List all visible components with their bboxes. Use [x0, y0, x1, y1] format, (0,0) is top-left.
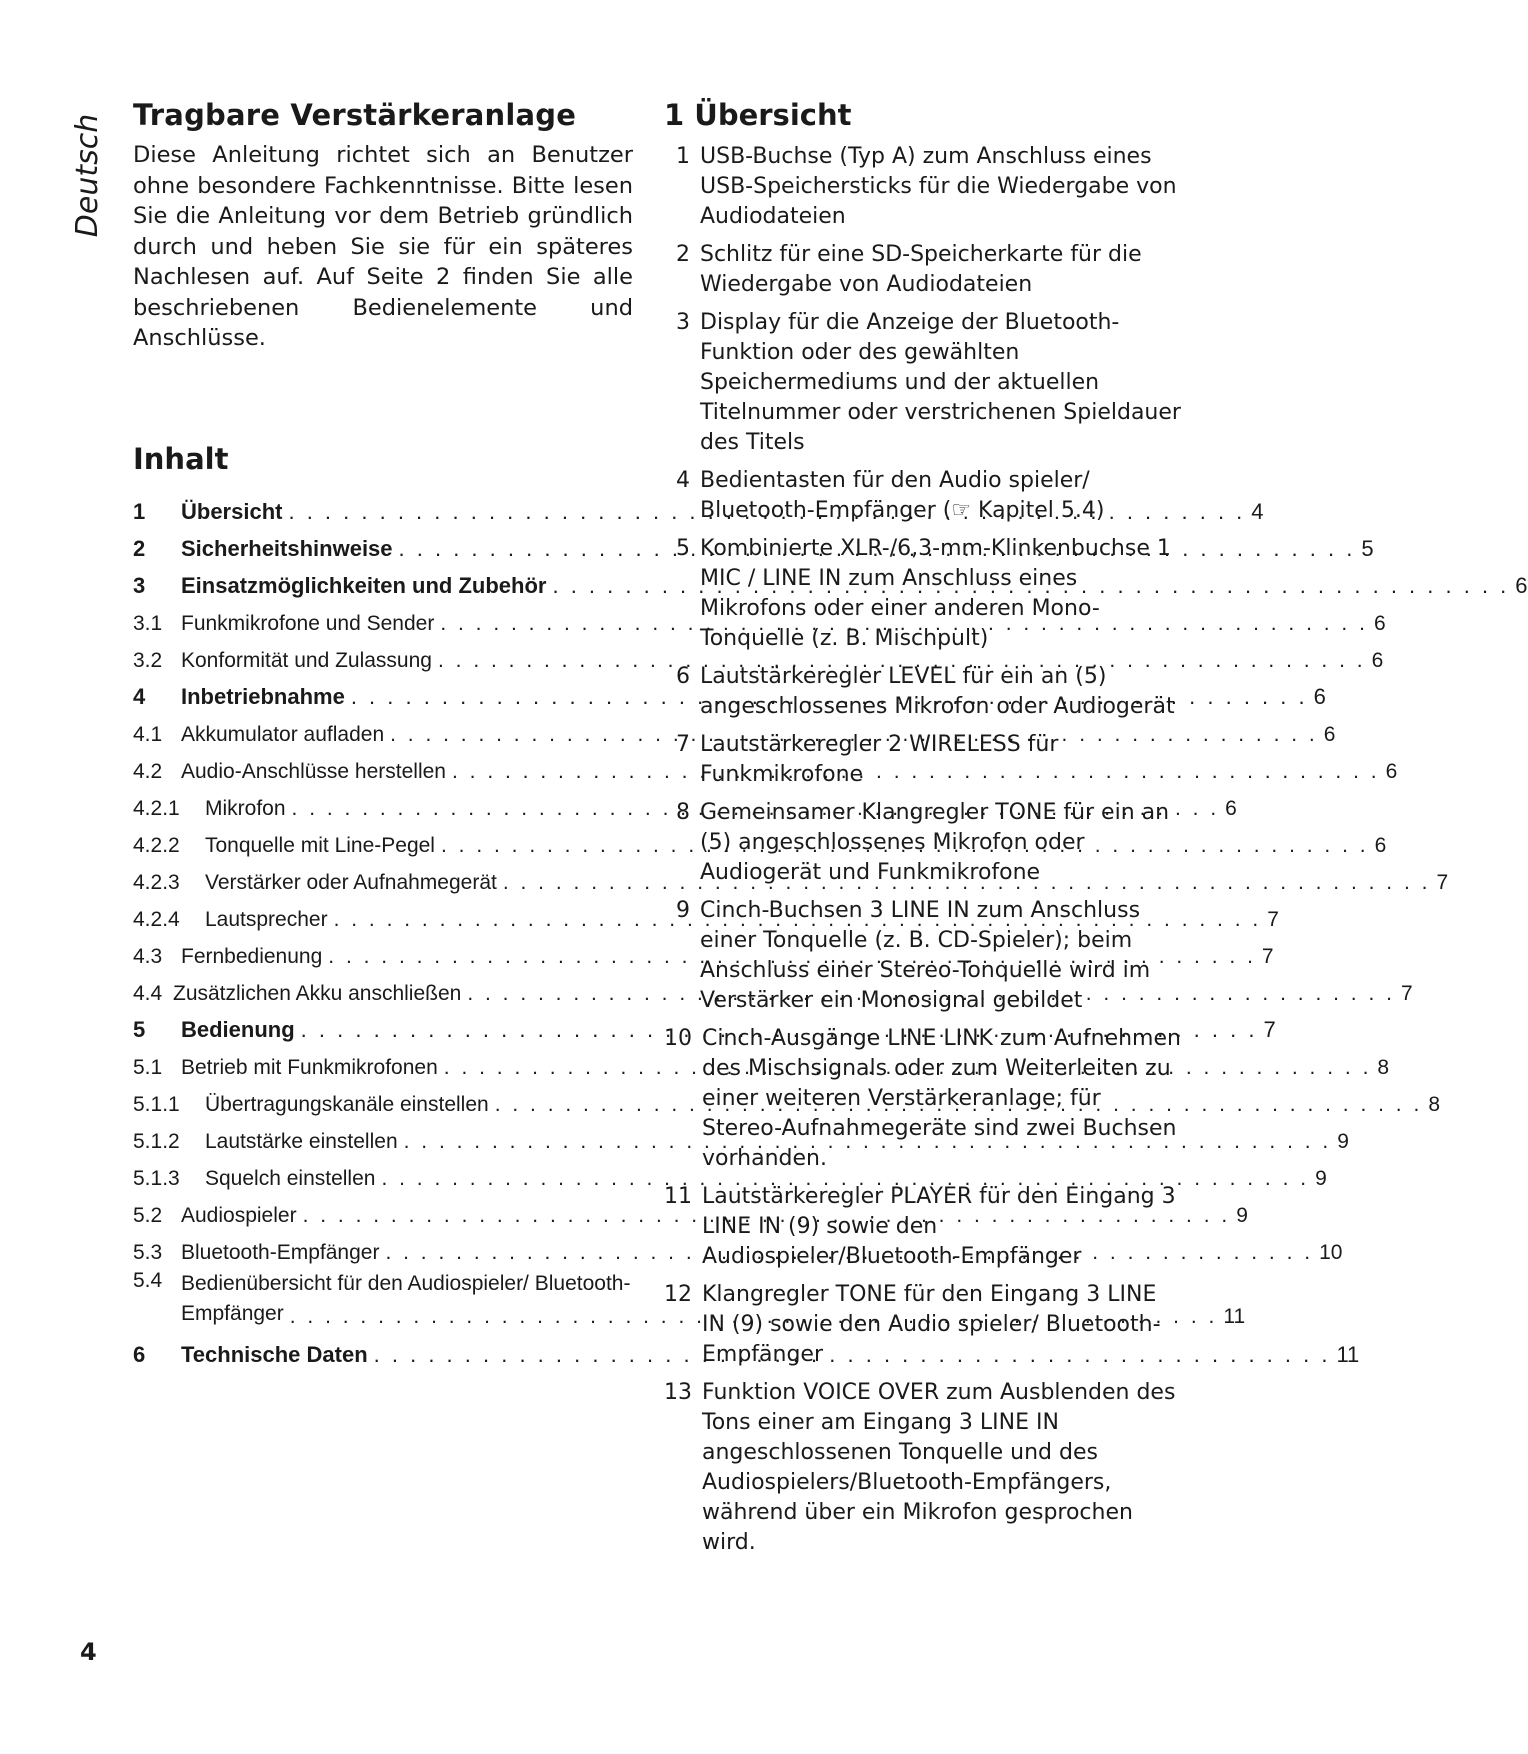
toc-entry[interactable]: 5.1.2 Lautstärke einstellen . . . 9	[133, 1117, 633, 1154]
toc-entry[interactable]: 4.3 Fernbedienung . . . 7	[133, 932, 633, 969]
toc-entry[interactable]: 4.2.4 Lautsprecher . . . 7	[133, 895, 633, 932]
toc-entry[interactable]: 4.2.1 Mikrofon . . . 6	[133, 784, 633, 821]
toc-entry[interactable]: 1 Übersicht . . . 4	[133, 488, 633, 525]
list-item: 6 Lautstärkeregler LEVEL für ein an (5) angeschlossenes Mikrofon oder Audiogerät	[676, 664, 1175, 719]
toc-entry[interactable]: 3.1 Funkmikrofone und Sender . . . 6	[133, 599, 633, 636]
page-number: 4	[80, 1638, 97, 1666]
list-item: 9 Cinch-Buchsen 3 LINE IN zum Anschluss einer Tonquelle (z. B. CD-Spieler); beim Anschluss einer Stereo-Tonquelle wird im Verstärker ein Monosignal gebildet	[676, 898, 1151, 1013]
toc-entry[interactable]: 5.3 Bluetooth-Empfänger . . . 10	[133, 1228, 633, 1265]
toc-title: Inhalt	[133, 441, 229, 476]
toc-entry[interactable]: 3.2 Konformität und Zulassung . . . 6	[133, 636, 633, 673]
toc-entry[interactable]: 4.2.3 Verstärker oder Aufnahmegerät . . . 7	[133, 858, 633, 895]
list-item: 13 Funktion VOICE OVER zum Ausblenden des Tons einer am Eingang 3 LINE IN angeschlossenen Tonquelle und des Audiospielers/Bluetooth-Empfängers, während über ein Mikrofon gesprochen wird.	[664, 1380, 1176, 1555]
toc-entry[interactable]: 5.1 Betrieb mit Funkmikrofonen . . . 8	[133, 1043, 633, 1080]
toc-entry[interactable]: 4.2 Audio-Anschlüsse herstellen . . . 6	[133, 747, 633, 784]
list-item: 11 Lautstärkeregler PLAYER für den Eingang 3 LINE IN (9) sowie den Audiospieler/Bluetooth-Empfänger	[664, 1184, 1176, 1269]
list-item: 7 Lautstärkeregler 2 WIRELESS für Funkmikrofone	[676, 732, 1059, 787]
list-item: 1 USB-Buchse (Typ A) zum Anschluss eines USB-Speichersticks für die Wiedergabe von Audiodateien	[676, 144, 1177, 229]
list-item: 2 Schlitz für eine SD-Speicherkarte für die Wiedergabe von Audiodateien	[676, 242, 1142, 297]
list-item: 4 Bedientasten für den Audio spieler/ Bluetooth-Empfänger (☞ Kapitel 5.4)	[676, 468, 1105, 523]
language-tab	[70, 113, 106, 237]
overview-list	[664, 142, 1184, 1558]
document-title: Tragbare Verstärkeranlage	[133, 98, 577, 132]
language-label: Deutsch	[70, 113, 106, 237]
toc-entry[interactable]: 4.1 Akkumulator aufladen . . . 6	[133, 710, 633, 747]
toc-entry[interactable]: 3 Einsatzmöglichkeiten und Zubehör . . . 6	[133, 562, 633, 599]
intro-paragraph: Diese Anleitung richtet sich an Benutzer ohne besondere Fachkenntnisse. Bitte lesen Sie die Anleitung vor dem Betrieb gründlich durch und heben Sie sie für ein späteres Nachlesen auf. Auf Seite 2 finden Sie alle beschriebenen Bedienelemente und Anschlüsse.	[133, 142, 633, 351]
section-title: 1 Übersicht	[664, 98, 852, 132]
toc-entry[interactable]: 4.2.2 Tonquelle mit Line-Pegel . . . 6	[133, 821, 633, 858]
toc-entry[interactable]: 4.4 Zusätzlichen Akku anschließen . . . 7	[133, 969, 633, 1006]
list-item: 10 Cinch-Ausgänge LINE LINK zum Aufnehmen des Mischsignals oder zum Weiterleiten zu einer weiteren Verstärkeranlage; für Stereo-Aufnahmegeräte sind zwei Buchsen vorhanden.	[664, 1026, 1181, 1171]
list-item: 5 Kombinierte XLR-/6,3-mm-Klinkenbuchse 1 MIC / LINE IN zum Anschluss eines Mikrofons oder einer anderen Mono-Tonquelle (z. B. Mischpult)	[676, 536, 1171, 651]
toc-entry[interactable]: 6 Technische Daten . . . 11	[133, 1331, 633, 1368]
toc-entry[interactable]: 5.1.1 Übertragungskanäle einstellen . . . 8	[133, 1080, 633, 1117]
toc-entry[interactable]: 5.2 Audiospieler . . . 9	[133, 1191, 633, 1228]
toc-entry[interactable]: 5 Bedienung . . . 7	[133, 1006, 633, 1043]
list-item: 8 Gemeinsamer Klangregler TONE für ein an (5) angeschlossenes Mikrofon oder Audiogerät und Funkmikrofone	[676, 800, 1170, 885]
toc-entry[interactable]: 5.1.3 Squelch einstellen . . . 9	[133, 1154, 633, 1191]
list-item: 3 Display für die Anzeige der Bluetooth-Funktion oder des gewählten Speichermediums und der aktuellen Titelnummer oder verstrichenen Spieldauer des Titels	[676, 310, 1181, 455]
toc-entry[interactable]: 4 Inbetriebnahme . . . 6	[133, 673, 633, 710]
list-item: 12 Klangregler TONE für den Eingang 3 LINE IN (9) sowie den Audio spieler/ Bluetooth-Empfänger	[664, 1282, 1161, 1367]
right-column	[664, 98, 1184, 1566]
toc-entry[interactable]: 5.4 Bedienübersicht für den Audiospieler/ Bluetooth- Empfänger . . . 11	[133, 1265, 633, 1331]
toc-entry[interactable]: 2 Sicherheitshinweise . . . 5	[133, 525, 633, 562]
